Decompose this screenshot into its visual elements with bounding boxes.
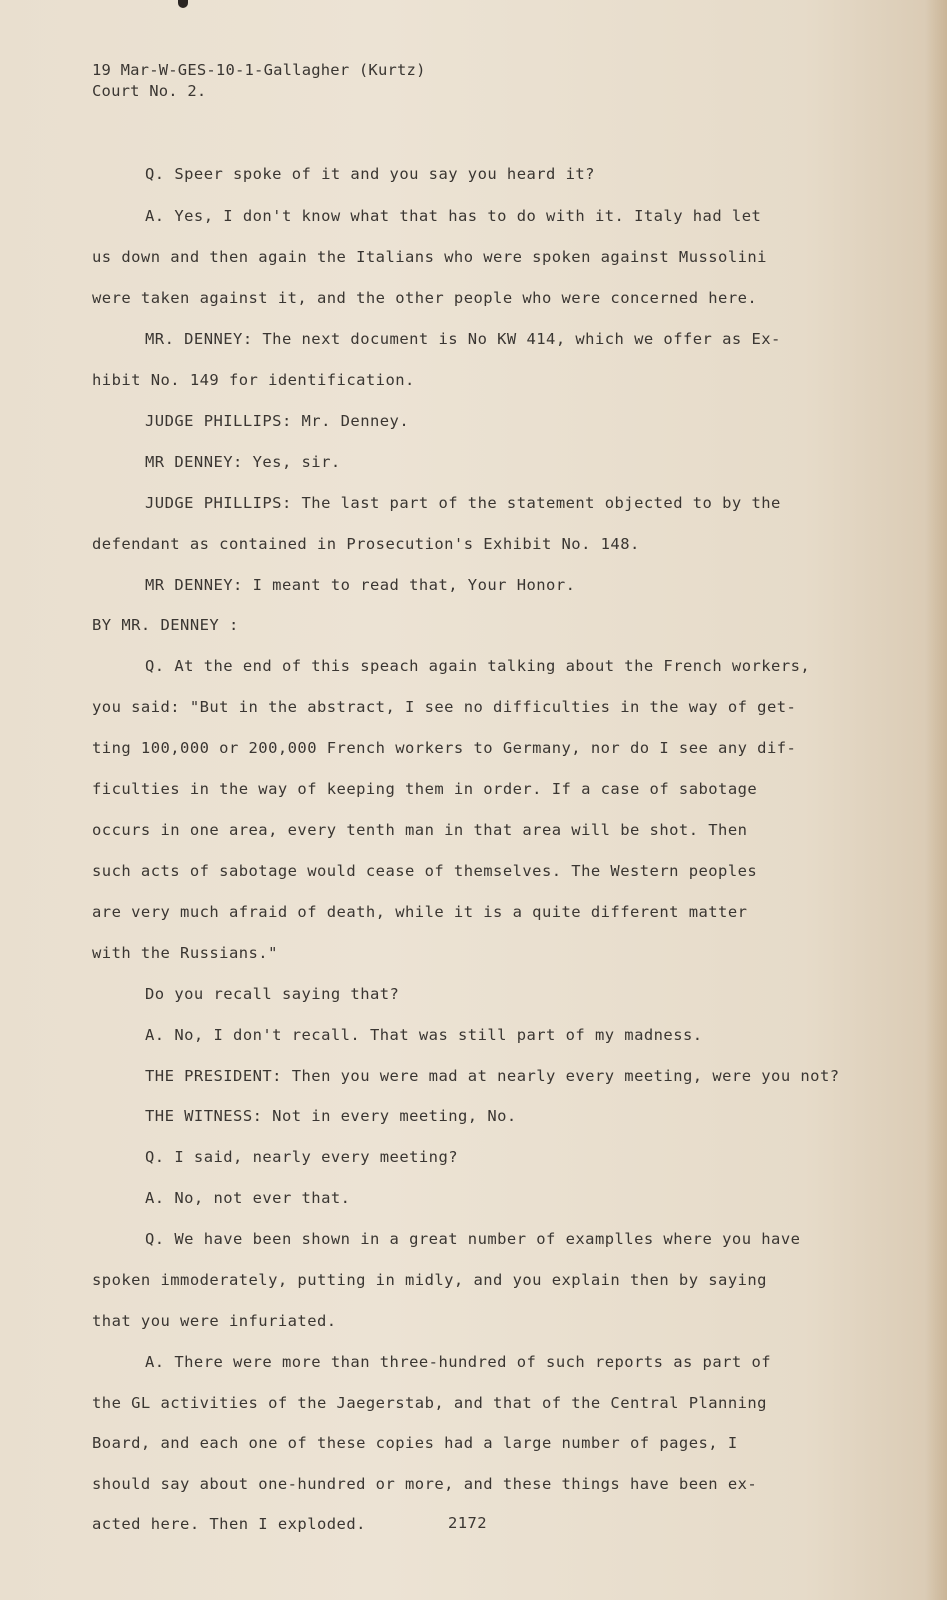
transcript-line: acted here. Then I exploded. xyxy=(92,1515,366,1533)
transcript-line: THE WITNESS: Not in every meeting, No. xyxy=(145,1107,517,1125)
transcript-line: defendant as contained in Prosecution's Exhibit No. 148. xyxy=(92,535,640,553)
transcript-line: BY MR. DENNEY : xyxy=(92,616,239,634)
court-number: Court No. 2. xyxy=(92,82,207,100)
transcript-line: Q. Speer spoke of it and you say you heard it? xyxy=(145,165,595,183)
transcript-line: JUDGE PHILLIPS: The last part of the statement objected to by the xyxy=(145,494,781,512)
page-edge-shadow xyxy=(925,0,947,1600)
file-reference: 19 Mar-W-GES-10-1-Gallagher (Kurtz) xyxy=(92,61,426,79)
transcript-line: spoken immoderately, putting in midly, and you explain then by saying xyxy=(92,1271,767,1289)
transcript-line: Do you recall saying that? xyxy=(145,985,400,1003)
transcript-line: are very much afraid of death, while it is a quite different matter xyxy=(92,903,748,921)
transcript-line: the GL activities of the Jaegerstab, and that of the Central Planning xyxy=(92,1394,767,1412)
transcript-line: MR. DENNEY: The next document is No KW 414, which we offer as Ex- xyxy=(145,330,781,348)
transcript-line: Q. We have been shown in a great number of examplles where you have xyxy=(145,1230,801,1248)
transcript-line: JUDGE PHILLIPS: Mr. Denney. xyxy=(145,412,410,430)
transcript-line: occurs in one area, every tenth man in that area will be shot. Then xyxy=(92,821,748,839)
transcript-line: such acts of sabotage would cease of themselves. The Western peoples xyxy=(92,862,758,880)
transcript-line: A. No, not ever that. xyxy=(145,1189,351,1207)
transcript-line: A. Yes, I don't know what that has to do with it. Italy had let xyxy=(145,207,762,225)
transcript-line: THE PRESIDENT: Then you were mad at nearly every meeting, were you not? xyxy=(145,1067,840,1085)
transcript-line: hibit No. 149 for identification. xyxy=(92,371,415,389)
transcript-line: were taken against it, and the other people who were concerned here. xyxy=(92,289,758,307)
transcript-line: us down and then again the Italians who were spoken against Mussolini xyxy=(92,248,767,266)
document-header xyxy=(92,60,426,102)
transcript-line: you said: "But in the abstract, I see no difficulties in the way of get- xyxy=(92,698,797,716)
transcript-line: MR DENNEY: I meant to read that, Your Honor. xyxy=(145,576,576,594)
transcript-line: ficulties in the way of keeping them in order. If a case of sabotage xyxy=(92,780,758,798)
transcript-line: ting 100,000 or 200,000 French workers to Germany, nor do I see any dif- xyxy=(92,739,797,757)
transcript-line: Board, and each one of these copies had a large number of pages, I xyxy=(92,1434,738,1452)
transcript-line: with the Russians." xyxy=(92,944,278,962)
transcript-line: A. No, I don't recall. That was still part of my madness. xyxy=(145,1026,703,1044)
transcript-line: A. There were more than three-hundred of such reports as part of xyxy=(145,1353,772,1371)
page-number: 2172 xyxy=(448,1514,487,1532)
transcript-line: that you were infuriated. xyxy=(92,1312,337,1330)
binding-hole xyxy=(178,0,188,8)
transcript-line: should say about one-hundred or more, and these things have been ex- xyxy=(92,1475,758,1493)
transcript-line: Q. I said, nearly every meeting? xyxy=(145,1148,459,1166)
transcript-line: Q. At the end of this speach again talking about the French workers, xyxy=(145,657,811,675)
transcript-line: MR DENNEY: Yes, sir. xyxy=(145,453,341,471)
